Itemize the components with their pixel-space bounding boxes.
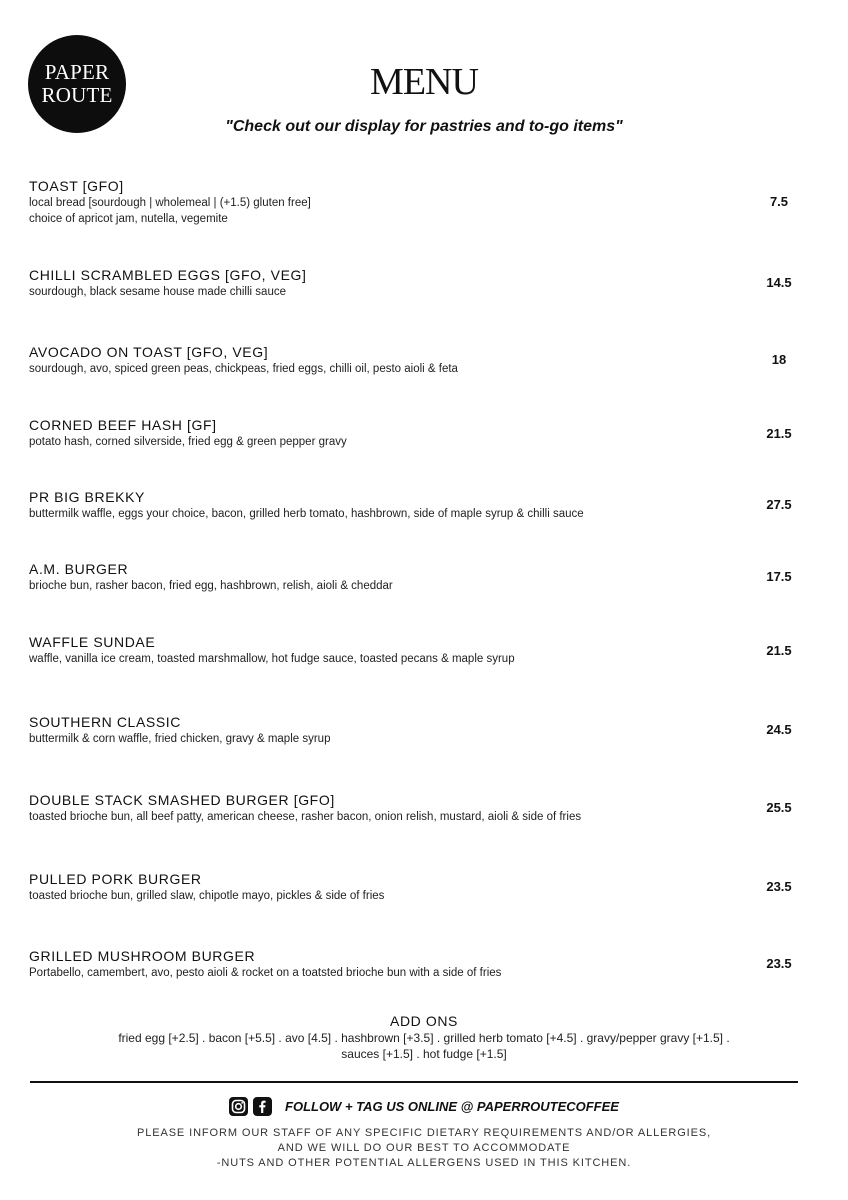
menu-item-description: local bread [sourdough | wholemeal | (+1.5) gluten free] [29, 197, 311, 209]
menu-item-description: waffle, vanilla ice cream, toasted marshmallow, hot fudge sauce, toasted pecans & maple syrup [29, 653, 515, 665]
menu-item [29, 416, 819, 450]
menu-item-name: CHILLI SCRAMBLED EGGS [GFO, VEG] [29, 267, 307, 283]
menu-item [29, 177, 819, 227]
follow-text: FOLLOW + TAG US ONLINE @ PAPERROUTECOFFEE [285, 1099, 619, 1114]
menu-item-name: PR BIG BREKKY [29, 489, 145, 505]
menu-item-price: 23.5 [766, 956, 792, 971]
notice-line: -NUTS AND OTHER POTENTIAL ALLERGENS USED IN THIS KITCHEN. [216, 1157, 632, 1169]
logo-line-1: PAPER [44, 60, 110, 84]
menu-item-name: PULLED PORK BURGER [29, 871, 202, 887]
menu-item-name: CORNED BEEF HASH [GF] [29, 417, 217, 433]
menu-item-price: 27.5 [766, 497, 792, 512]
add-ons-line: fried egg [+2.5] . bacon [+5.5] . avo [4.5] . hashbrown [+3.5] . grilled herb tomato [+4.5] . gravy/pepper gravy [+1.5] . [118, 1031, 730, 1045]
menu-item-price: 7.5 [769, 194, 789, 209]
add-ons-title: ADD ONS [390, 1013, 458, 1029]
divider [30, 1081, 798, 1083]
menu-item-name: TOAST [GFO] [29, 178, 124, 194]
menu-item [29, 870, 819, 904]
menu-item-price: 21.5 [766, 426, 792, 441]
menu-item [29, 633, 819, 667]
facebook-icon[interactable] [253, 1097, 272, 1116]
menu-item-price: 23.5 [766, 879, 792, 894]
menu-item-description: brioche bun, rasher bacon, fried egg, hashbrown, relish, aioli & cheddar [29, 580, 393, 592]
menu-item-description: choice of apricot jam, nutella, vegemite [29, 213, 228, 225]
allergy-notice [0, 1126, 848, 1171]
menu-item [29, 791, 819, 825]
notice-line: AND WE WILL DO OUR BEST TO ACCOMMODATE [277, 1142, 571, 1154]
add-ons-section [40, 1013, 808, 1062]
menu-item-description: toasted brioche bun, grilled slaw, chipotle mayo, pickles & side of fries [29, 890, 385, 902]
menu-item [29, 488, 819, 522]
instagram-icon[interactable] [229, 1097, 248, 1116]
menu-item [29, 266, 819, 300]
menu-item-price: 18 [771, 352, 787, 367]
menu-item-description: buttermilk waffle, eggs your choice, bacon, grilled herb tomato, hashbrown, side of maple syrup & chilli sauce [29, 508, 584, 520]
menu-item-description: potato hash, corned silverside, fried egg & green pepper gravy [29, 436, 347, 448]
menu-item-name: AVOCADO ON TOAST [GFO, VEG] [29, 344, 269, 360]
social-follow [0, 1097, 848, 1116]
menu-item-price: 21.5 [766, 643, 792, 658]
menu-item-price: 25.5 [766, 800, 792, 815]
menu-item-description: sourdough, black sesame house made chilli sauce [29, 286, 286, 298]
menu-item [29, 560, 819, 594]
menu-item-price: 24.5 [766, 722, 792, 737]
menu-item-description: toasted brioche bun, all beef patty, american cheese, rasher bacon, onion relish, mustard, aioli & side of fries [29, 811, 582, 823]
tagline: "Check out our display for pastries and to-go items" [225, 118, 623, 135]
menu-item-name: SOUTHERN CLASSIC [29, 714, 181, 730]
menu-item-description: sourdough, avo, spiced green peas, chickpeas, fried eggs, chilli oil, pesto aioli & feta [29, 363, 458, 375]
menu-item-name: GRILLED MUSHROOM BURGER [29, 948, 256, 964]
menu-item-description: Portabello, camembert, avo, pesto aioli & rocket on a toatsted brioche bun with a side of fries [29, 967, 502, 979]
logo-line-2: ROUTE [41, 83, 113, 107]
menu-item [29, 947, 819, 981]
menu-item-name: DOUBLE STACK SMASHED BURGER [GFO] [29, 792, 335, 808]
notice-line: PLEASE INFORM OUR STAFF OF ANY SPECIFIC DIETARY REQUIREMENTS AND/OR ALLERGIES, [136, 1127, 712, 1139]
page-title: MENU [370, 61, 478, 103]
menu-item-name: WAFFLE SUNDAE [29, 634, 156, 650]
menu-item-description: buttermilk & corn waffle, fried chicken, gravy & maple syrup [29, 733, 331, 745]
menu-item-price: 17.5 [766, 569, 792, 584]
menu-item-price: 14.5 [766, 275, 792, 290]
menu-item [29, 343, 819, 377]
add-ons-line: sauces [+1.5] . hot fudge [+1.5] [341, 1047, 507, 1061]
menu-item-name: A.M. BURGER [29, 561, 129, 577]
menu-item [29, 713, 819, 747]
